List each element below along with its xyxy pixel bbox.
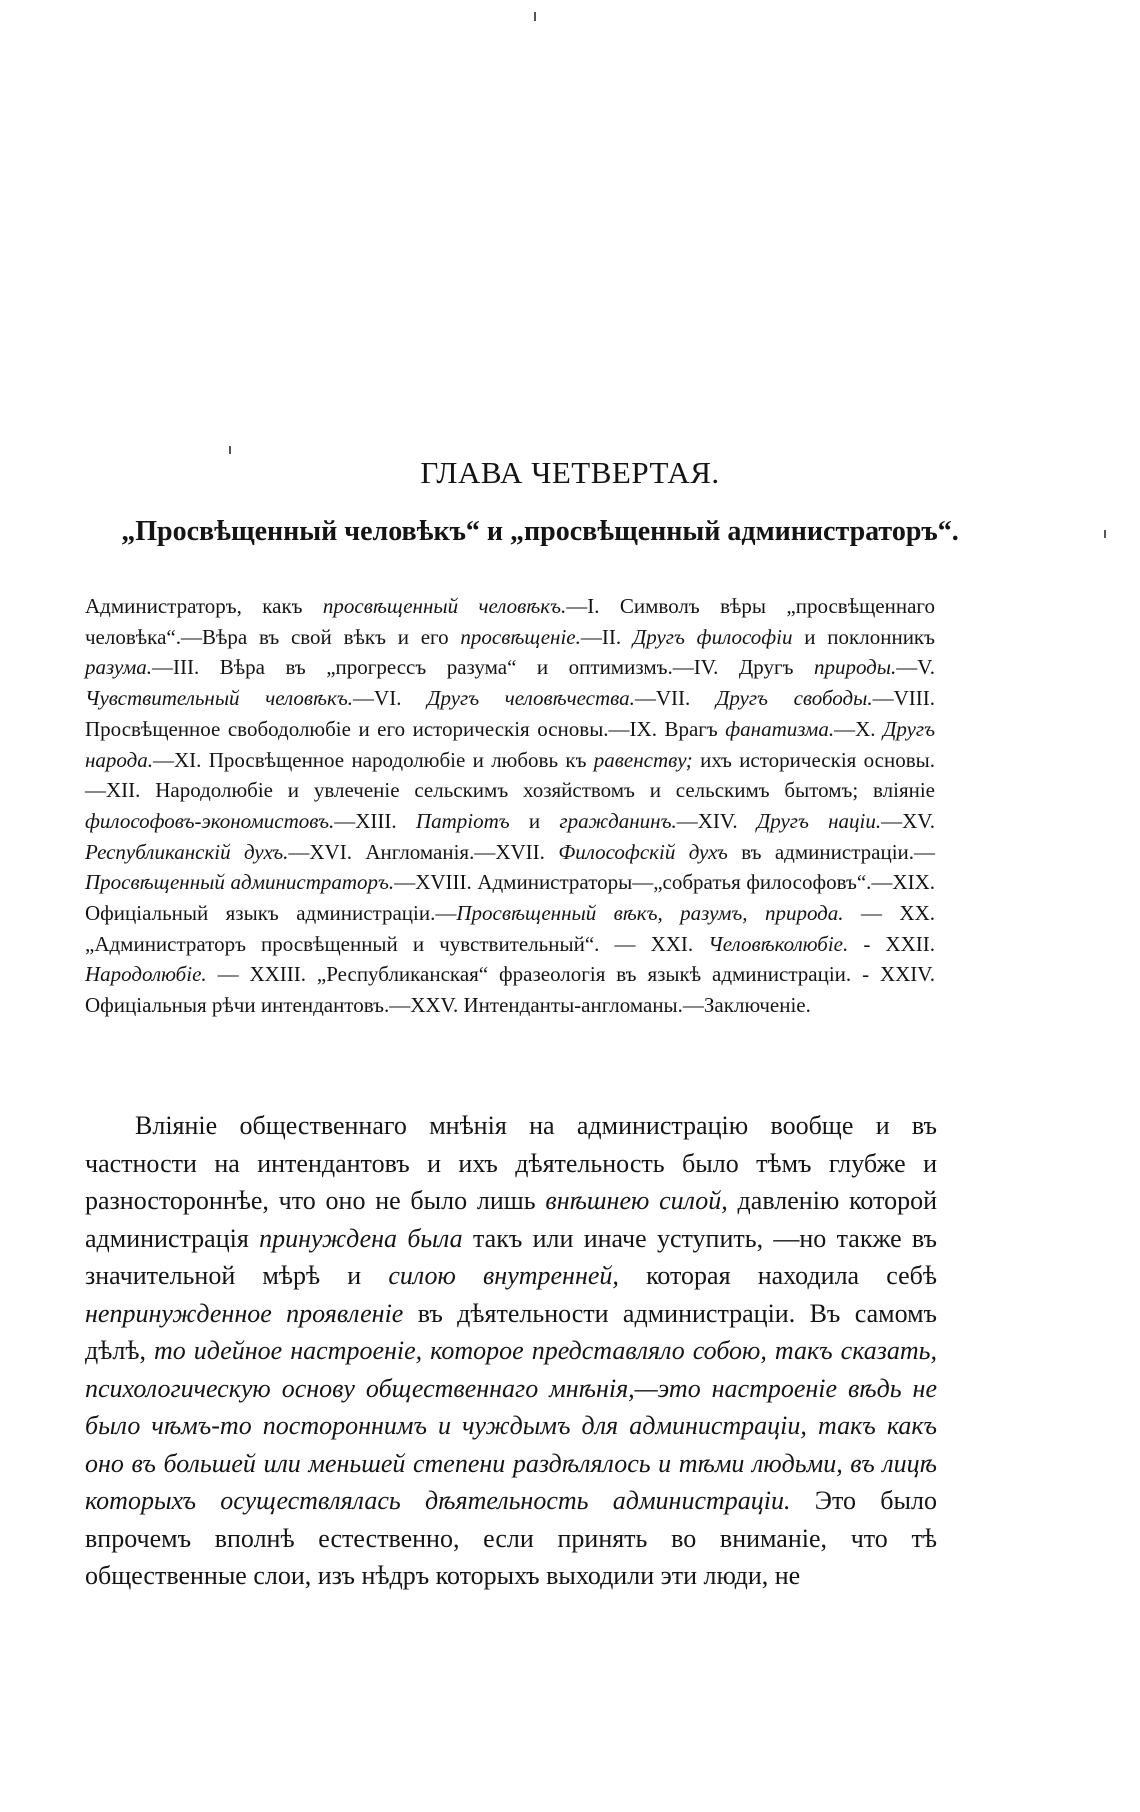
text-segment: —X. <box>834 716 884 741</box>
text-segment: —II. <box>580 624 633 649</box>
text-segment: —XIV. <box>676 808 757 833</box>
italic-text-segment: просвѣщенный человѣкъ. <box>322 594 567 618</box>
italic-text-segment: Другъ націи. <box>756 808 882 833</box>
text-segment: —XV. <box>881 808 935 833</box>
print-speck <box>229 446 231 454</box>
text-segment: Это было впрочемъ вполнѣ естественно, если принять во вниманіе, что тѣ общественные слои, изъ нѣдръ которыхъ выходили эти люди, не <box>85 1486 937 1590</box>
italic-text-segment: философовъ-экономистовъ. <box>85 808 335 833</box>
italic-text-segment: силою внутренней, <box>388 1261 619 1290</box>
italic-text-segment: Просвѣщенный администраторъ. <box>85 870 395 895</box>
italic-text-segment: принуждена была <box>259 1223 463 1253</box>
text-segment: - XXII. <box>848 931 935 956</box>
print-speck <box>534 12 536 21</box>
text-segment: ихъ историческія основы.—XII. Народолюбіе и увлеченіе сельскимъ хозяйствомъ и сельскимъ бытомъ; вліяніе <box>85 747 935 803</box>
text-segment: —XIII. <box>334 808 416 833</box>
text-segment: —XVIII. Администраторы—„собратья философовъ“.—XIX. Офиціальный языкъ администраціи.— <box>85 870 935 926</box>
text-segment: Вліяніе общественнаго мнѣнія на администрацію вообще и въ частности на интендантовъ и ихъ дѣятельность было тѣмъ глубже и разностороннѣе, что оно не было лишь <box>85 1111 937 1215</box>
text-segment: — XXIII. „Республиканская“ фразеологія въ языкѣ администраціи. - XXIV. Офиціальныя рѣчи интендантовъ.—XXV. Интенданты-англоманы.—Заключеніе. <box>85 962 935 1018</box>
italic-text-segment: Философскій духъ <box>558 839 728 864</box>
text-segment: —I. Символъ вѣры „просвѣщеннаго человѣка“.—Вѣра въ свой вѣкъ и его <box>85 594 935 649</box>
italic-text-segment: фанатизма. <box>725 716 835 741</box>
italic-text-segment: непринужденное проявленіе <box>85 1298 404 1328</box>
body-paragraph <box>85 1107 937 1595</box>
italic-text-segment: Патріотъ <box>415 808 510 833</box>
chapter-title: ГЛАВА ЧЕТВЕРТАЯ. <box>420 455 720 490</box>
text-segment: Администраторъ, какъ <box>85 594 323 618</box>
text-segment: —XVI. Англоманія.—XVII. <box>288 839 559 864</box>
italic-text-segment: просвѣщеніе. <box>460 624 581 649</box>
text-segment: —III. Вѣра въ „прогрессъ разума“ и оптимизмъ.—IV. Другъ <box>152 655 814 680</box>
italic-text-segment: Чувствительный человѣкъ. <box>85 686 354 711</box>
text-segment: — XX. „Администраторъ просвѣщенный и чувствительный“. — XXI. <box>85 901 935 956</box>
text-segment: —XI. Просвѣщенное народолюбіе и любовь къ <box>153 747 594 772</box>
italic-text-segment: природы. <box>813 655 897 680</box>
italic-text-segment: Другъ человѣчества. <box>427 686 635 711</box>
text-segment: которая находила себѣ <box>618 1261 937 1290</box>
text-segment: въ администраціи.— <box>727 839 936 864</box>
text-segment: —VII. <box>634 686 716 711</box>
chapter-summary <box>85 591 935 1021</box>
italic-text-segment: гражданинъ. <box>559 808 677 833</box>
italic-text-segment: Республиканскій духъ. <box>85 839 289 864</box>
italic-text-segment: внѣшнею силой, <box>545 1186 728 1215</box>
italic-text-segment: разума. <box>85 655 152 680</box>
italic-text-segment: Человѣколюбіе. <box>708 931 849 956</box>
text-segment: и <box>509 808 560 833</box>
italic-text-segment: Другъ философіи <box>632 624 793 649</box>
text-segment: въ дѣятельности администраціи. Въ самомъ дѣлѣ, <box>85 1298 937 1365</box>
italic-text-segment: Народолюбіе. <box>85 962 207 987</box>
text-segment: —VI. <box>353 686 428 711</box>
text-segment: давленію которой администрація <box>85 1186 938 1253</box>
print-speck <box>1104 530 1106 538</box>
italic-text-segment: Просвѣщенный вѣкъ, разумъ, природа. <box>456 901 844 926</box>
text-segment: и поклонникъ <box>792 624 935 649</box>
text-segment: —VIII. Просвѣщенное свободолюбіе и его историческія основы.—IX. Врагъ <box>85 686 935 741</box>
text-segment: —V. <box>896 655 935 680</box>
italic-text-segment: Другъ свободы. <box>715 686 873 711</box>
italic-text-segment: равенству; <box>593 747 693 772</box>
italic-text-segment: то идейное настроеніе, которое представляло собою, такъ сказать, психологическую основу общественнаго мнѣнія,—это настроеніе вѣдь не было чѣмъ-то постороннимъ и чуждымъ для администраціи, такъ какъ оно въ большей или меньшей степени раздѣлялось и тѣми людьми, въ лицѣ которыхъ осуществлялась дѣятельность администраціи. <box>85 1336 937 1515</box>
chapter-subtitle: „Просвѣщенный человѣкъ“ и „просвѣщенный администраторъ“. <box>121 516 959 547</box>
text-segment: такъ или иначе уступить, —но также въ значительной мѣрѣ и <box>85 1223 938 1290</box>
italic-text-segment: Другъ народа. <box>85 716 936 772</box>
